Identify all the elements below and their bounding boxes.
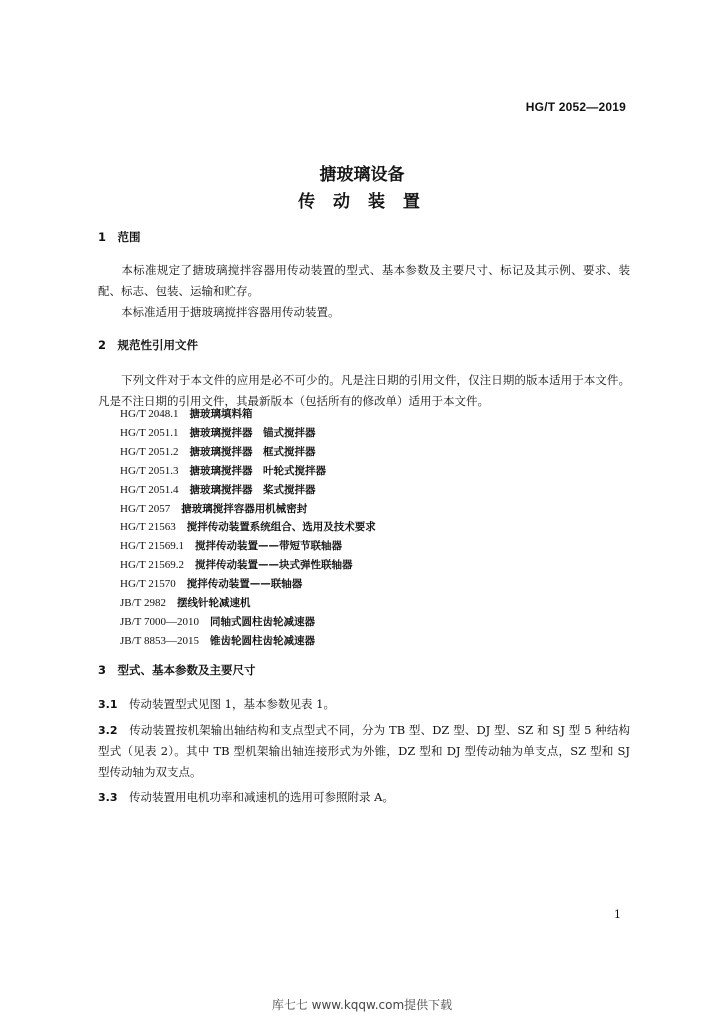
reference-title: 搅拌传动装置——联轴器 <box>186 578 303 591</box>
reference-item <box>120 613 376 632</box>
reference-title: 搅拌传动装置——带短节联轴器 <box>194 540 342 553</box>
reference-item <box>120 575 376 594</box>
section-1-heading: 1 范围 <box>98 230 141 244</box>
clause-3-2 <box>98 720 630 783</box>
reference-item <box>120 537 376 556</box>
reference-code: HG/T 21570 <box>120 578 176 591</box>
reference-title: 搪玻璃搅拌器 框式搅拌器 <box>189 445 316 458</box>
reference-title: 搪玻璃填料箱 <box>189 408 253 420</box>
reference-code: JB/T 7000—2010 <box>120 615 199 628</box>
reference-code: HG/T 2051.3 <box>120 464 179 477</box>
document-title-line1: 搪玻璃设备 <box>319 165 405 185</box>
reference-code: HG/T 2051.4 <box>120 483 179 496</box>
clause-text: 传动装置型式见图 1，基本参数见表 1。 <box>129 697 335 711</box>
reference-code: HG/T 2051.2 <box>120 445 179 458</box>
reference-title: 搅拌传动装置系统组合、选用及技术要求 <box>186 521 376 534</box>
reference-title: 同轴式圆柱齿轮减速器 <box>209 615 315 628</box>
standard-code: HG/T 2052—2019 <box>525 100 626 114</box>
reference-title: 搪玻璃搅拌器 锚式搅拌器 <box>189 426 316 439</box>
reference-title: 搅拌传动装置——块式弹性联轴器 <box>194 559 353 572</box>
reference-item <box>120 481 376 500</box>
reference-code: HG/T 21569.1 <box>120 540 184 553</box>
clause-3-1 <box>98 694 630 715</box>
clause-number: 3.2 <box>98 724 118 737</box>
reference-title: 锥齿轮圆柱齿轮减速器 <box>209 634 315 647</box>
reference-code: HG/T 2057 <box>120 502 171 515</box>
reference-item <box>120 594 376 613</box>
clause-3-3 <box>98 787 630 808</box>
reference-title: 摆线针轮减速机 <box>176 597 251 610</box>
reference-code: HG/T 2048.1 <box>120 408 179 420</box>
reference-item <box>120 424 376 443</box>
reference-title: 搪玻璃搅拌器 桨式搅拌器 <box>189 483 316 496</box>
section-2-heading: 2 规范性引用文件 <box>98 338 199 352</box>
section-1-paragraph-1 <box>98 260 630 302</box>
download-watermark: 库七七 www.kqqw.com提供下载 <box>271 998 453 1012</box>
normative-references-list <box>120 405 376 651</box>
section-1-paragraph-2-text: 本标准适用于搪玻璃搅拌容器用传动装置。 <box>121 305 340 319</box>
reference-code: HG/T 21569.2 <box>120 559 184 572</box>
reference-item <box>120 443 376 462</box>
reference-item <box>120 405 376 424</box>
section-2-paragraph-1-text: 下列文件对于本文件的应用是必不可少的。凡是注日期的引用文件，仅注日期的版本适用于本文件。凡是不注日期的引用文件，其最新版本（包括所有的修改单）适用于本文件。 <box>98 373 630 408</box>
section-3-heading: 3 型式、基本参数及主要尺寸 <box>98 663 256 677</box>
section-1-paragraph-2 <box>98 302 630 323</box>
reference-title: 搪玻璃搅拌器 叶轮式搅拌器 <box>189 464 326 477</box>
reference-item <box>120 500 376 519</box>
reference-item <box>120 518 376 537</box>
section-1-paragraph-1-text: 本标准规定了搪玻璃搅拌容器用传动装置的型式、基本参数及主要尺寸、标记及其示例、要求、装配、标志、包装、运输和贮存。 <box>98 263 630 298</box>
reference-item <box>120 632 376 651</box>
reference-item <box>120 462 376 481</box>
page-number: 1 <box>614 908 621 921</box>
clause-text: 传动装置按机架输出轴结构和支点型式不同，分为 TB 型、DZ 型、DJ 型、SZ 和 SJ 型 5 种结构型式（见表 2）。其中 TB 型机架输出轴连接形式为外锥，DZ 型和 DJ 型传动轴为单支点，SZ 型和 SJ 型传动轴为双支点。 <box>98 723 631 779</box>
reference-title: 搪玻璃搅拌容器用机械密封 <box>181 502 308 515</box>
reference-code: JB/T 8853—2015 <box>120 634 199 647</box>
clause-number: 3.1 <box>98 698 118 711</box>
reference-code: HG/T 2051.1 <box>120 426 179 439</box>
document-title-line2: 传 动 装 置 <box>298 192 426 212</box>
reference-item <box>120 556 376 575</box>
reference-code: JB/T 2982 <box>120 597 166 610</box>
clause-text: 传动装置用电机功率和减速机的选用可参照附录 A。 <box>129 790 394 804</box>
reference-code: HG/T 21563 <box>120 521 176 534</box>
clause-number: 3.3 <box>98 791 118 804</box>
